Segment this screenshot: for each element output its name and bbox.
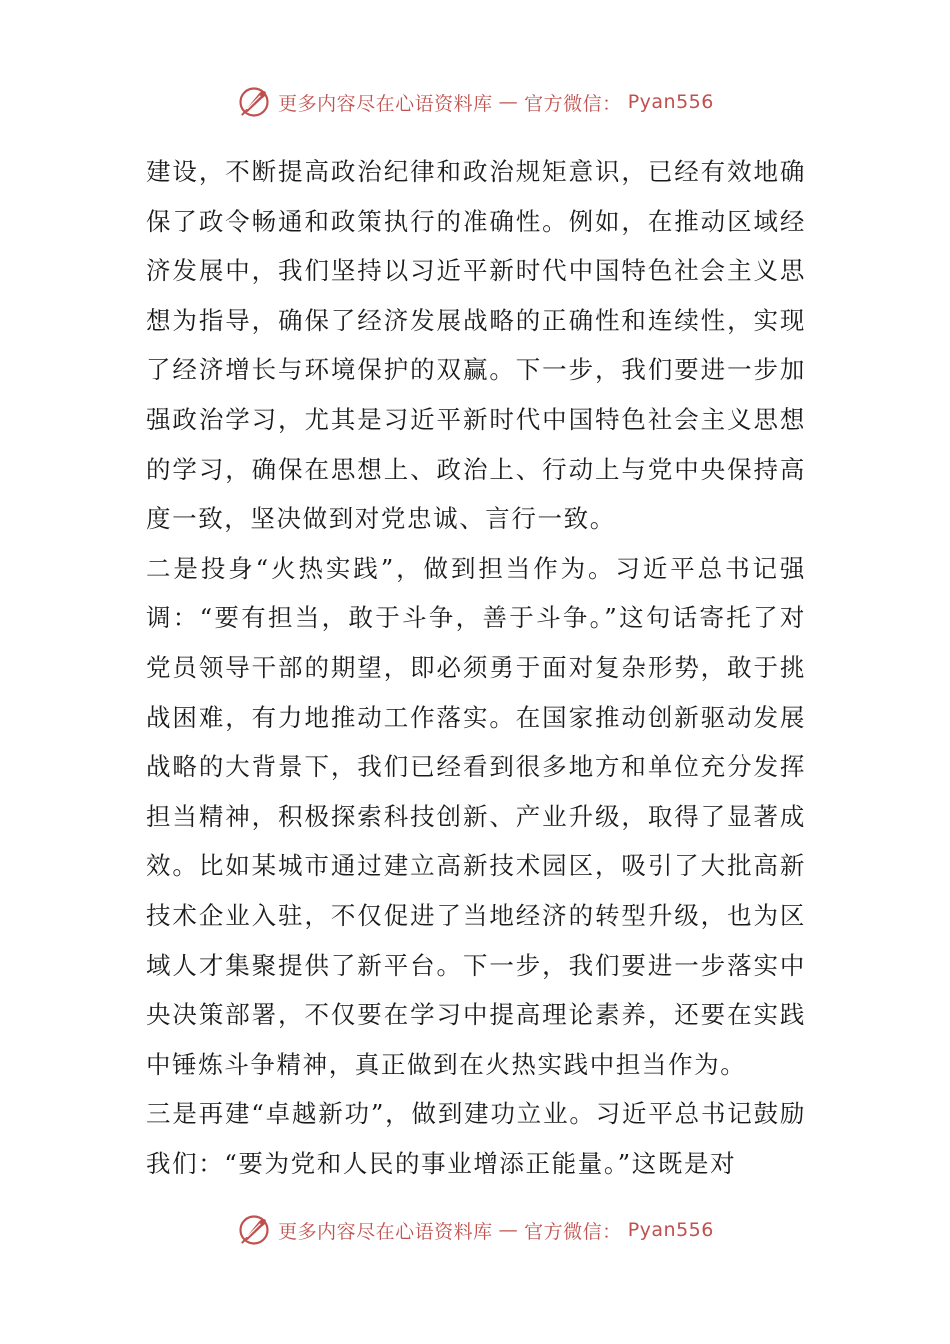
pen-feather-logo-icon — [236, 84, 272, 120]
document-body — [146, 147, 806, 1188]
banner-sub-text: 官方微信： — [524, 92, 622, 115]
banner-wechat-id: Pyan556 — [627, 91, 714, 113]
banner-main-text: 更多内容尽在心语资料库 — [278, 92, 493, 115]
paragraph-point-two: 二是投身“火热实践”，做到担当作为。习近平总书记强调：“要有担当，敢于斗争，善于斗争。”这句话寄托了对党员领导干部的期望，即必须勇于面对复杂形势，敢于挑战困难，有力地推动工作落实。在国家推动创新驱动发展战略的大背景下，我们已经看到很多地方和单位充分发挥担当精神，积极探索科技创新、产业升级，取得了显著成效。比如某城市通过建立高新技术园区，吸引了大批高新技术企业入驻，不仅促进了当地经济的转型升级，也为区域人才集聚提供了新平台。下一步，我们要进一步落实中央决策部署，不仅要在学习中提高理论素养，还要在实践中锤炼斗争精神，真正做到在火热实践中担当作为。 — [146, 553, 806, 1079]
banner-wechat-id: Pyan556 — [627, 1219, 714, 1241]
paragraph-continued: 建设，不断提高政治纪律和政治规矩意识，已经有效地确保了政令畅通和政策执行的准确性。例如，在推动区域经济发展中，我们坚持以习近平新时代中国特色社会主义思想为指导，确保了经济发展战略的正确性和连续性，实现了经济增长与环境保护的双赢。下一步，我们要进一步加强政治学习，尤其是习近平新时代中国特色社会主义思想的学习，确保在思想上、政治上、行动上与党中央保持高度一致，坚决做到对党忠诚、言行一致。 — [146, 157, 806, 534]
banner-separator: — — [498, 1219, 519, 1241]
banner-main-text: 更多内容尽在心语资料库 — [278, 1220, 493, 1243]
banner-sub-text: 官方微信： — [524, 1220, 622, 1243]
banner-separator: — — [498, 91, 519, 113]
paragraph-point-three: 三是再建“卓越新功”，做到建功立业。习近平总书记鼓励我们：“要为党和人民的事业增添正能量。”这既是对 — [146, 1099, 806, 1178]
footer-banner — [0, 1208, 950, 1252]
header-banner — [0, 80, 950, 124]
pen-feather-logo-icon — [236, 1212, 272, 1248]
